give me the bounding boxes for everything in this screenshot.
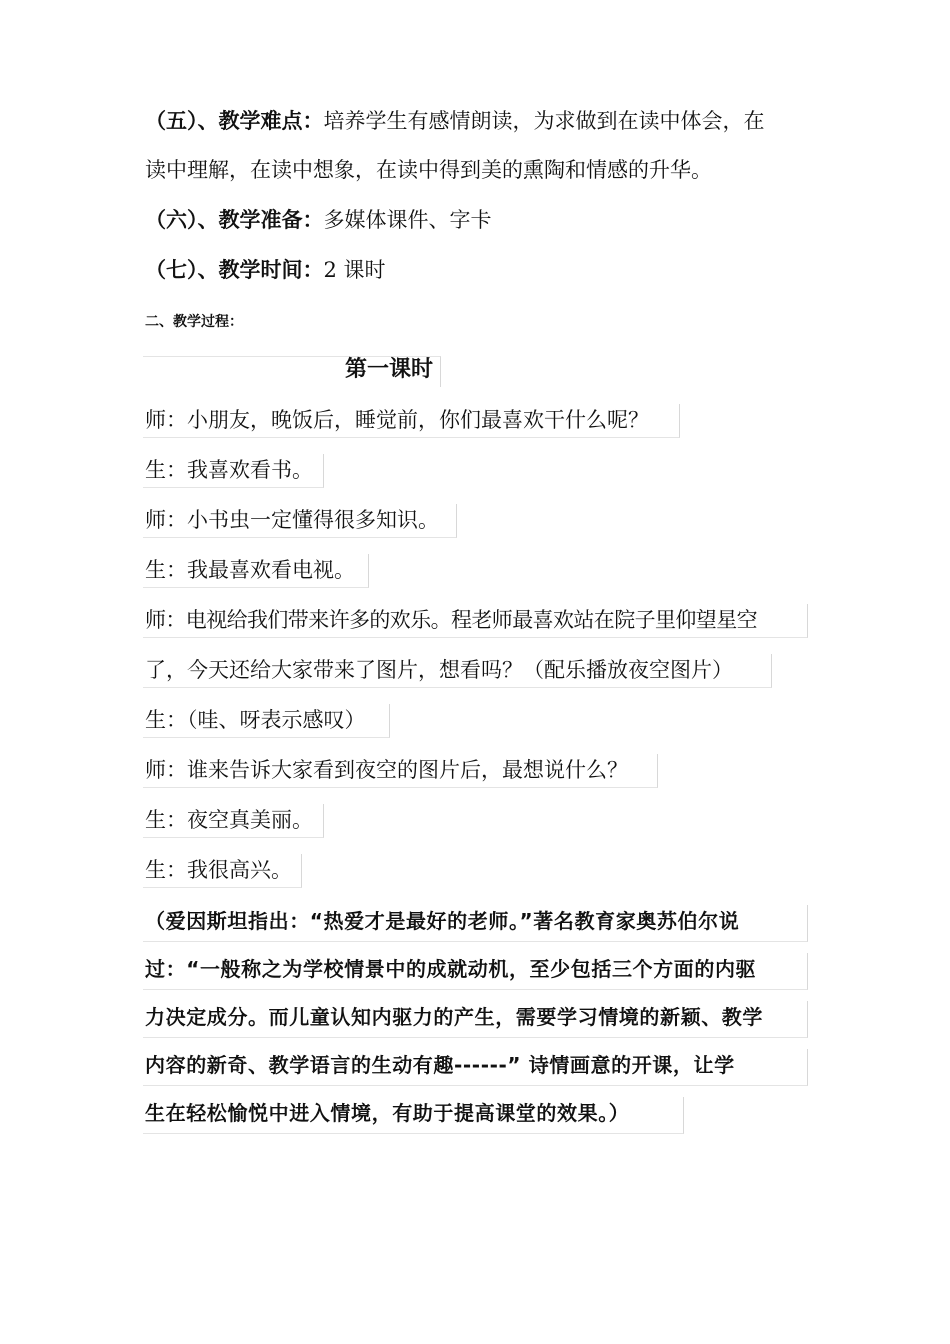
objective-difficulty-line-2 [145, 156, 712, 184]
objective-time [145, 256, 386, 284]
dialogue-line: 生：（哇、呀表示感叹） [145, 708, 366, 732]
objective-label: （六）、教学准备： [145, 208, 324, 232]
dialogue-line: 生：我很高兴。 [145, 858, 292, 882]
dialogue-line: 师：电视给我们带来许多的欢乐。程老师最喜欢站在院子里仰望星空 [145, 608, 757, 632]
lesson-title: 第一课时 [345, 357, 434, 382]
objective-text: 多媒体课件、字卡 [323, 208, 492, 232]
commentary-line: 生在轻松愉悦中进入情境，有助于提高课堂的效果。） [145, 1101, 630, 1125]
commentary-line: （爱因斯坦指出：“热爱才是最好的老师。”著名教育家奥苏伯尔说 [145, 909, 740, 933]
objective-label: （七）、教学时间： [145, 258, 324, 282]
dialogue-line: 师：小书虫一定懂得很多知识。 [145, 508, 439, 532]
dialogue-line: 生：夜空真美丽。 [145, 808, 313, 832]
objective-text: 读中理解，在读中想象，在读中得到美的熏陶和情感的升华。 [145, 158, 712, 182]
objective-difficulty-line-1 [145, 107, 765, 135]
objective-text: 培养学生有感情朗读，为求做到在读中体会，在 [323, 109, 765, 133]
dialogue-line: 师：谁来告诉大家看到夜空的图片后，最想说什么？ [145, 758, 628, 782]
objective-label: （五）、教学难点： [145, 109, 324, 133]
section-heading: 二、教学过程： [145, 314, 243, 330]
dialogue-line: 生：我最喜欢看电视。 [145, 558, 355, 582]
dialogue-line: 了，今天还给大家带来了图片，想看吗？（配乐播放夜空图片） [145, 658, 733, 682]
dialogue-line: 生：我喜欢看书。 [145, 458, 313, 482]
objective-preparation [145, 206, 492, 234]
commentary-line: 内容的新奇、教学语言的生动有趣------” 诗情画意的开课，让学 [145, 1053, 735, 1077]
dialogue-line: 师：小朋友，晚饭后，睡觉前，你们最喜欢干什么呢？ [145, 408, 649, 432]
commentary-line: 力决定成分。而儿童认知内驱力的产生，需要学习情境的新颖、教学 [145, 1005, 763, 1029]
objective-text: 2 课时 [323, 258, 386, 282]
commentary-line: 过：“一般称之为学校情景中的成就动机，至少包括三个方面的内驱 [145, 957, 757, 981]
